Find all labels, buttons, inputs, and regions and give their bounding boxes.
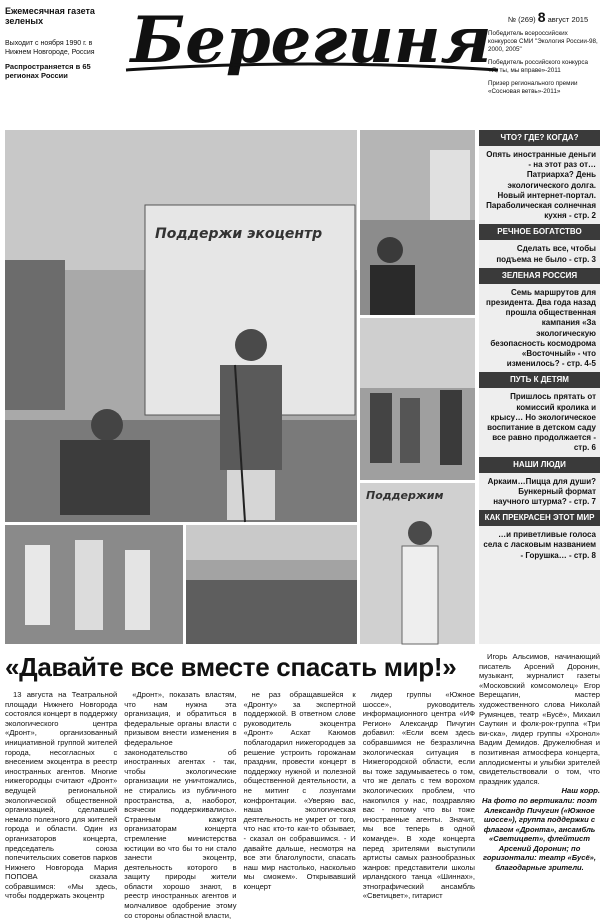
article-body	[5, 690, 475, 920]
issue-big-number: 8	[537, 9, 546, 25]
toc-section	[479, 130, 600, 224]
award-item: Победитель всероссийских конкурсов СМИ "Экология России-98, 2000, 2005"	[488, 30, 598, 53]
toc-teaser	[479, 526, 600, 564]
toc-teaser	[479, 146, 600, 224]
theatre-photo	[5, 525, 183, 644]
concert-photo	[5, 130, 357, 522]
article-side-column	[479, 652, 600, 873]
photo-collage	[5, 130, 475, 644]
toc-heading: ЧТО? ГДЕ? КОГДА?	[479, 130, 600, 146]
toc-heading: КАК ПРЕКРАСЕН ЭТОТ МИР	[479, 510, 600, 526]
toc-teaser	[479, 473, 600, 511]
toc-section	[479, 224, 600, 267]
contents-sidebar	[479, 130, 600, 644]
publication-since: Выходит с ноября 1990 г. в Нижнем Новгороде, Россия	[5, 40, 95, 56]
toc-section	[479, 510, 600, 564]
toc-heading: ЗЕЛЕНАЯ РОССИЯ	[479, 268, 600, 284]
article-paragraph: 13 августа на Театральной площади Нижнего Новгорода состоялся концерт в поддержку экологического центра «Дронт», организованный инициативной группой жителей города, несогласных с внесением экоцентра в реестр иностранных агентов. Многие нижегородцы считают «Дронт» ведущей региональной экологической общественной организацией, сделавшей немало полезного для жителей города и области. Один из организаторов концерта, председатель союза попечительских советов парков Нижнего Новгорода Мария ПОПОВА сказала собравшимся: «Мы здесь, чтобы поддержать экоцентр	[5, 690, 118, 901]
toc-heading: НАШИ ЛЮДИ	[479, 457, 600, 473]
award-item: Призер регионального премии «Сосновая ветвь»-2011»	[488, 80, 578, 95]
awards-list	[488, 30, 598, 101]
banner-text: Поддержи экоцентр	[155, 226, 323, 242]
toc-page: - стр. 4-5	[561, 359, 596, 369]
flute-player-photo	[360, 483, 475, 644]
issue-month: август 2015	[547, 15, 589, 24]
audience-photo	[186, 525, 357, 644]
toc-section	[479, 372, 600, 456]
issue-number: № (269)	[508, 15, 536, 24]
toc-heading: РЕЧНОЕ БОГАТСТВО	[479, 224, 600, 240]
toc-teaser	[479, 284, 600, 373]
toc-teaser	[479, 388, 600, 456]
article-paragraph: «Дронт», показать властям, что нам нужна эта организация, и обратиться в федеральные органы власти с призывом внести изменения в федеральное законодательство об иностранных агентах - так, чтобы экологические организации не уничтожались, не стирались из публичного пространства, а, наоборот, всячески поддерживались». Странным кажутся организаторам концерта стремление министерства юстиции во что бы то ни стало занести экоцентр, деятельность которого в защиту природы жители области хорошо знают, в реестр иностранных агентов и молчаливое одобрение этому со стороны областной власти,	[124, 690, 237, 920]
distribution-note: Распространяется в 65 регионах России	[5, 62, 91, 80]
award-item: Победитель российского конкурса «Я, ты, мы вправе»-2011	[488, 59, 589, 74]
toc-teaser-text: Семь маршрутов для президента. Два года назад прошла общественная кампания «За экологическую безопасность космодрома «Восточный» - что изменилось?	[486, 287, 596, 369]
toc-section	[479, 457, 600, 511]
folk-ensemble-photo	[360, 318, 475, 480]
toc-page: - стр. 6	[573, 433, 596, 453]
toc-page: - стр. 8	[568, 550, 596, 560]
newspaper-logo	[118, 0, 504, 78]
toc-page: - стр. 2	[568, 211, 596, 221]
article-column	[5, 690, 118, 901]
toc-page: - стр. 7	[568, 497, 596, 507]
toc-teaser-text: Опять иностранные деньги - на этот раз от… Патриарха? День экологического долга. Новый интернет-портал. Параболическая солнечная кухня	[486, 150, 596, 221]
article-column	[243, 690, 356, 891]
article-headline: «Давайте все вместе спасать мир!»	[5, 652, 457, 682]
article-column	[124, 690, 237, 920]
article-signature: Наш корр.	[561, 786, 600, 796]
toc-teaser-text: Аркаим…Пицца для души? Бункерный формат научного штурма?	[487, 476, 596, 507]
issue-info	[508, 9, 598, 25]
masthead	[0, 0, 600, 126]
toc-heading: ПУТЬ К ДЕТЯМ	[479, 372, 600, 388]
article-paragraph: не раз обращавшейся к «Дронту» за экспертной поддержкой. В ответном слове руководитель экоцентра «Дронт» Асхат Каюмов поблагодарил нижегородцев за решение устроить горожанам праздник, провести концерт в поддержку нужной и полезной общественной деятельности, а не митинг с лозунгами конфронтации. «Уверяю вас, наша экологическая деятельность не умрет от того, что нас кто-то как-то обзывает, - сказал он собравшимся. - И давайте дальше, несмотря на все эти благолупости, спасать наш мир настолько, насколько мы сможем». Открывавший концерт	[243, 690, 356, 891]
photo-caption: На фото по вертикали: поэт Александр Пичугин («Южное шоссе»), группа поддержки с флагом «Дронта», ансамбль «Светицвет», флейтист Арсений Доронин; по горизонтали: театр «Бусё», благодарные зрители.	[482, 795, 597, 873]
tagline: Ежемесячная газета зеленых	[5, 6, 95, 26]
toc-section	[479, 268, 600, 373]
article-paragraph: Игорь Альсимов, начинающий писатель Арсений Доронин, музыкант, журналист газеты «Московский комсомолец» Егор Верещагин, мастер художественного слова Николай Румянцев, театр «Бусё», Михаил Сауткин и фолк-рок-группа «Три ви-ска», лидер группы «Хронол» Вадим Демидов. Дружелюбная и позитивная атмосфера концерта, аплодисменты и улыбки зрителей свидетельствовали о том, что праздник удался.	[479, 652, 600, 786]
toc-teaser-text: …и приветливые голоса села с ласковым названием - Горушка…	[483, 530, 596, 560]
toc-teaser-text: Пришлось прятать от комиссий кролика и крысу… Но экологическое воспитание в детском саду все равно продолжается	[487, 392, 596, 443]
toc-teaser-text: Сделать все, чтобы подъема не было	[496, 244, 596, 264]
article-paragraph: лидер группы «Южное шоссе», руководитель информационного центра «ИФ Регион» Александр Пичугин добавил: «Если всем здесь собравшимся не безразлична экологическая ситуация в Нижегородской области, если вы тоже задумываетесь о том, что же делать с тем ворохом экологических проблем, что накопился у нас, поздравляю вас - потому что вы тоже иностранные агенты. Значит, мы все теперь в одной команде». В ходе концерта перед зрителями выступили артисты самых разнообразных жанров: представители школы ирландского танца «Шиннах», этнографический ансамбль «Светицвет», гитарист	[362, 690, 475, 901]
singer-photo	[360, 130, 475, 315]
toc-teaser	[479, 240, 600, 267]
article-column	[362, 690, 475, 901]
toc-page: - стр. 3	[568, 254, 596, 264]
banner-text: Поддержим	[366, 489, 444, 502]
logo-text: Берегиня	[130, 3, 492, 78]
